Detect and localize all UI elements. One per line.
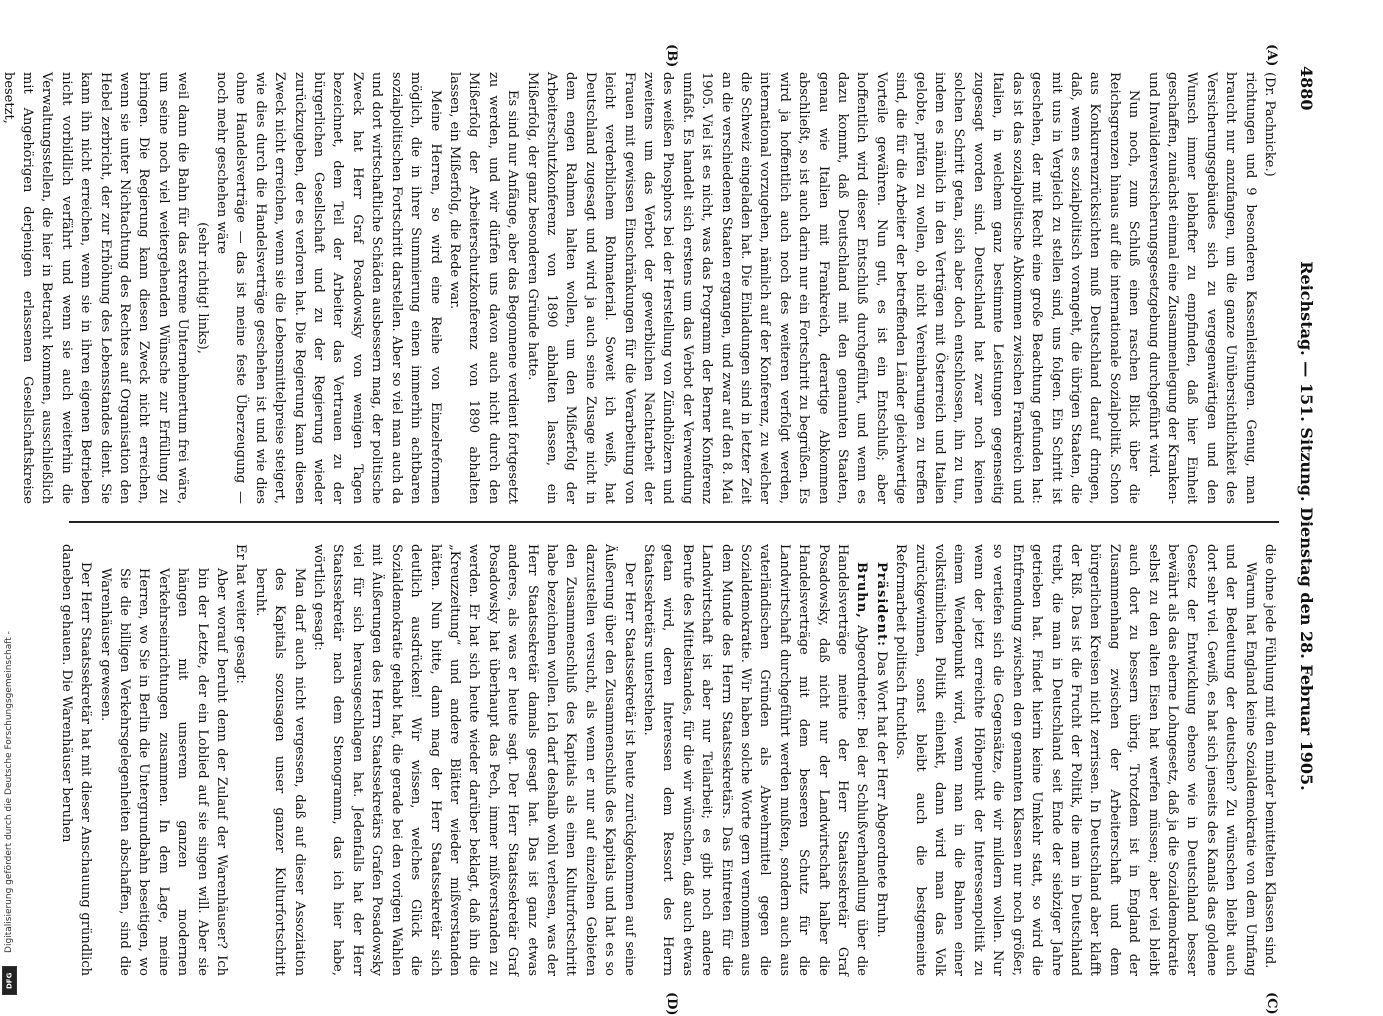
margin-marker-d: (D) (664, 992, 679, 1016)
paragraph: Meine Herren, so wird eine Reihe von Einzelreformen möglich, die in ihrer Summierung einen immerhin achtbaren sozialpolitischen Fortschritt darstellen. Aber so viel man auch da und dort wirtschaftliche Schäden ausbessern mag, der politische Zweck hat Herr Graf Posadowsky von wenigen Tagen bezeichnet, dem Teil der Arbeiter das Vertrauen zu der bürgerlichen Gesellschaft und zu der Regierung wieder zurückzugeben, der es verloren hat. Die Regierung kann diesen Zweck nicht erreichen, wenn sie die Lebensmittelpreise steigert, wie dies durch die Handelsverträge geschehen ist und wie dies ohne Handelsverträge — das ist meine feste Überzeugung — noch mehr geschehen wäre (214, 72, 443, 504)
column-divider (69, 521, 1279, 523)
paragraph: richtungen und 9 besonderen Kassenleistungen. Genug, man braucht nur anzufangen, um die ganze Unübersichtlichkeit des Versicherungsgebäudes sich zu vergegenwärtigen und den Wunsch immer lebhafter zu empfinden, daß hier Einheit geschaffen, zunächst einmal eine Zusammenlegung der Kranken- und Invalidenversicherungsgesetzgebung durchgeführt wird. (1145, 72, 1258, 504)
paragraph: Der Herr Staatssekretär ist heute zurückgekommen auf seine Äußerung über den Zusammenschluß des Kapitals und hat es so darzustellen versucht, als wenn er nur auf einzelnen Gebieten den Zusammenschluß des Kapitals als einen Kulturfortschritt habe bezeichnen wollen. Ich darf deshalb wohl verlesen, was der Herr Staatssekretär damals gesagt hat. Das ist ganz etwas anderes, als was er heute sagt. Der Herr Staatssekretär Graf Posadowsky hat überhaupt das Pech, immer mißverstanden zu werden. Er hat sich heute wieder darüber beklagt, daß ihn die „Kreuzzeitung“ und andere Blätter wieder mißverstanden hätten. Nun bitte, dann mag der Herr Staatssekretär sich deutlich ausdrücken! Wir wissen, welches Glück die Sozialdemokratie gehabt hat, die gerade bei den vorigen Wahlen mit Äußerungen des Herrn Staatssekretärs Grafen Posadowsky viel für sich herausgeschlagen hat. Jedenfalls hat der Herr Staatssekretär nach dem Stenogramm, das ich hier habe, wörtlich gesagt: (311, 544, 637, 976)
digitization-credit: Digitalisierung gefördert durch die Deutsche Forschungsgemeinschaft - (4, 631, 14, 953)
paragraph: die ohne jede Fühlung mit den minder bemittelten Klassen sind. (1262, 544, 1277, 969)
margin-marker-c: (C) (1264, 992, 1279, 1015)
president-line (871, 544, 890, 976)
bruhn-speech (639, 544, 872, 976)
speech-text: Das Wort hat der Herr Abgeordnete Bruhn. (873, 651, 889, 938)
interjection: (sehr richtig! links), (194, 222, 210, 354)
speaker-name: Bruhn, (854, 562, 870, 619)
paragraph: Nun noch, zum Schluß einen raschen Blick über die Reichsgrenzen hinaus auf die internationale Sozialpolitik. Schon aus Konkurrenzrücksichten muß Deutschland darauf dringen, daß, wenn es sozialpolitisch vorangeht, die übrigen Staaten, die mit uns in Vergleich zu stellen sind, uns folgen. Ein Schritt ist geschehen, der mit Recht eine große Beachtung gefunden hat: das ist das sozialpolitische Abkommen zwischen Frankreich und Italien, in welchem ganz bestimmte Leistungen gegenseitig zugesagt worden sind. Deutschland hat zwar noch keinen solchen Schritt getan, sich aber doch entschlossen, ihn zu tun, indem es nämlich in den Verträgen mit Österreich und Italien gelobte, prüfen zu wollen, ob nicht Vereinbarungen zu treffen sind, die für die Arbeiter der betreffenden Länder gleichwertige Vorteile gewähren. Nun gut, es ist ein Entschluß; aber hoffentlich wird dieser Entschluß durchgeführt, und wenn es dazu kommt, daß Deutschland mit den genannten Staaten, genau wie Italien mit Frankreich, derartige Abkommen abschließt, so ist auch darin nur ein Fortschritt zu begrüßen. Es wird ja hoffentlich auch noch des weiteren verfolgt werden, international vorzugehen, nämlich auf der Konferenz, zu welcher die Schweiz eingeladen hat. Die Einladungen sind in letzter Zeit an die verschiedenen Staaten ergangen, und zwar auf den 8. Mai 1905. Viel ist es nicht, was das Programm der Berner Konferenz umfaßt. Es handelt sich erstens um das Verbot der Verwendung des weißen Phosphors bei der Herstellung von Zündhölzern und zweitens um das Verbot der gewerblichen Nachtarbeit der Frauen mit gewissen Einschränkungen für die Verarbeitung von leicht verderblichem Rohmaterial. Soweit ich weiß, hat Deutschland zugesagt und wird ja auch seine Zusage nicht in dem engen Rahmen halten wollen, um den Mißerfolg der Arbeiterschutzkonferenz von 1890 abhalten lassen, ein Mißerfolg, der ganz besonderen Gründe hatte. (524, 72, 1142, 504)
dfg-logo: DFG (2, 966, 17, 995)
quotation: Aber worauf beruht denn der Zulauf der Warenhäuser? Ich bin der Letzte, der ein Loblied auf sie singen will. Aber sie hängen mit unserem ganzen modernen Verkehrseinrichtungen zusammen. In dem Lage, meine Herren, wo Sie in Berlin die Untergrundbahn beseitigen, wo Sie die billigen Verkehrsgelegenheiten abschaffen, sind die Warenhäuser gewesen. (97, 568, 230, 976)
paragraph: weil dann die Bahn für das extreme Unternehmertum frei wäre, um seine noch viel weitergehenden Wünsche zur Erfüllung zu bringen. Die Regierung kann diesen Zweck nicht erreichen, wenn sie unter Nichtachtung des Rechtes auf Organisation den Hebel zerbricht, der zur Erhöhung des Lebensstandes dient. Sie kann ihn nicht erreichen, wenn sie in ihren eigenen Betrieben nicht vorbildlich verfährt und wenn sie auch weiterhin die Verwaltungsstellen, die hier in Betracht kommen, ausschließlich mit Angehörigen derjenigen erlassenen Gesellschaftskreise besetzt, (0, 72, 191, 504)
paragraph: Warum hat England keine Sozialdemokratie von dem Umfang und der Bedeutung der deutschen? Zu wünschen bleibt auch dort sehr viel. Gewiß, es hat sich jenseits des Kanals das goldene Gesetz der Entwicklung ebenso wie in Deutschland besser bewährt als das eherne Lohngesetz, daß ja die Sozialdemokratie selbst zu den alten Eisen hat werfen müssen; aber viel bleibt auch dort zu bessern übrig. Trotzdem ist in England der Zusammenhang zwischen der Arbeiterschaft und dem bürgerlichen Kreisen nicht zerrissen. In Deutschland aber klafft der Riß. Das ist die Frucht der Politik, die man in Deutschland treibt, die man in Deutschland seit Ende der siebziger Jahre getrieben hat. Findet hierin keine Umkehr statt, so wird die Entfremdung zwischen den genannten Klassen nur noch größer, so vertiefen sich die Gegensätze, die wir mildern wollen. Nur wenn der jetzt erreichte Höhepunkt der Interessenpolitik zu einem Wendepunkt wird, wenn man in die Bahnen einer volkstümlichen Politik einlenkt, dann wird man das Volk zurückgewinnen, sonst bleibt auch die bestgemeinte Reformarbeit politisch fruchtlos. (893, 544, 1258, 976)
paragraph: Er hat weiter gesagt: (233, 544, 249, 684)
paragraph: Der Herr Staatssekretär hat mit dieser Anschauung gründlich daneben gehauen. Die Warenhäuser beruhen (58, 544, 94, 976)
quotation: Man darf auch nicht vergessen, daß auf dieser Assoziation des Kapitals sozusagen unser ganzer Kulturfortschritt beruht. (252, 568, 307, 976)
page-number: 4880 (1297, 66, 1316, 111)
margin-marker-a: (A) (1264, 44, 1279, 67)
speaker-reference: (Dr. Pachnicke.) (1262, 72, 1277, 177)
speech-text: Abgeordneter: Bei der Schlußverhandlung über die Handelsverträge meinte der Herr Staatssekretär Graf Posadowsky, daß nicht nur der Landwirtschaft halber die Handelsverträge mit dem besseren Schutz für die Landwirtschaft durchgeführt werden mußten, sondern auch aus vaterländischen Gründen als Abwehrmittel gegen die Sozialdemokratie. Wir haben solche Worte gern vernommen aus dem Munde des Herrn Staatssekretärs. Das Eintreten für die Landwirtschaft ist aber nur Teilarbeit; es gibt noch andere Berufe des Mittelstandes, für die wir wünschen, daß auch etwas getan wird, deren Interessen dem Ressort des Herrn Staatssekretärs unterstehen. (641, 544, 870, 976)
paragraph: Es sind nur Anfänge, aber das Begonnene verdient fortgesetzt zu werden, und wir dürfen uns davon auch nicht durch den Mißerfolg der Arbeiterschutzkonferenz von 1890 abhalten lassen, ein Mißerfolg, die Rede war. (446, 72, 521, 504)
margin-marker-b: (B) (664, 44, 679, 68)
right-column (58, 544, 1279, 976)
speaker-name: Präsident: (873, 562, 889, 647)
page-header (1293, 66, 1319, 986)
running-head: Reichstag. — 151. Sitzung. Dienstag den 28. Februar 1905. (1297, 261, 1316, 791)
left-column (0, 72, 1279, 504)
